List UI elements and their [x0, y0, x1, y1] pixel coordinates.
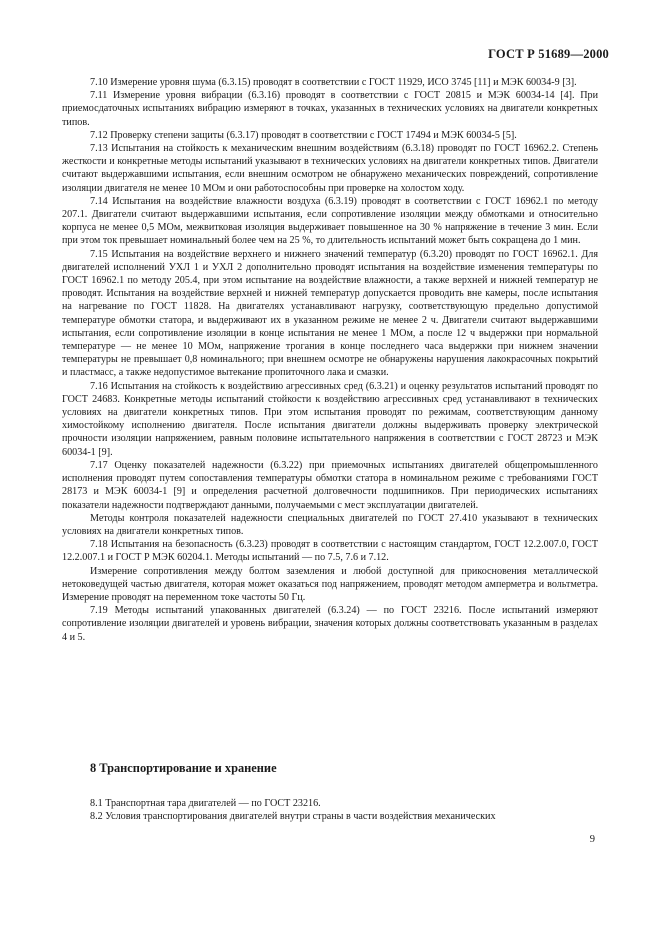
body-text [62, 76, 598, 644]
paragraph-7-11: 7.11 Измерение уровня вибрации (6.3.16) проводят в соответствии с ГОСТ 20815 и МЭК 60034-14 [4]. При приемосдаточных испытаниях вибрацию измеряют в точках, указанных в технических условиях на двигатели конкретных типов. [62, 90, 598, 128]
paragraph-7-19: 7.19 Методы испытаний упакованных двигателей (6.3.24) — по ГОСТ 23216. После испытаний измеряют сопротивление изоляции двигателей и уровень вибрации, значения которых должны соответствовать указанным в разделах 4 и 5. [62, 605, 598, 643]
paragraph-8-2: 8.2 Условия транспортирования двигателей внутри страны в части воздействия механических [90, 811, 496, 823]
paragraph-7-10: 7.10 Измерение уровня шума (6.3.15) проводят в соответствии с ГОСТ 11929, ИСО 3745 [11] и МЭК 60034-9 [3]. [90, 77, 577, 88]
paragraph-7-13: 7.13 Испытания на стойкость к механическим внешним воздействиям (6.3.18) проводят по ГОСТ 16962.2. Степень жесткости и конкретные методы испытаний указывают в технических условиях на двигатели конкретных типов. Двигатели считают выдержавшими испытания, если внешним осмотром не обнаружено механических повреждений, сопротивление изоляции двигателя не менее 10 МОм и они работоспособны при проверке на холостом ходу. [62, 143, 598, 194]
paragraph-7-18-measurement: Измерение сопротивления между болтом заземления и любой доступной для прикосновения металлической нетоковедущей частью двигателя, которая может оказаться под напряжением, проводят методом амперметра и вольтметра. Измерение проводят на переменном токе частоты 50 Гц. [62, 565, 598, 603]
paragraph-7-15: 7.15 Испытания на воздействие верхнего и нижнего значений температур (6.3.20) проводят по ГОСТ 16962.1. Для двигателей исполнений УХЛ 1 и УХЛ 2 дополнительно проводят испытания на воздействие изменения температуры по ГОСТ 16962.1 по методу 205.4, при этом испытание на воздействие влажности, а также верхней и нижней температур не проводят. Испытания на воздействие верхней и нижней температур допускается проводить вне камеры, после испытания на нагревание по ГОСТ 11828. На двигателях устанавливают нагрузку, соответствующую предельно допустимой температуре обмотки статора, и выдерживают их в указанном режиме не менее 2 ч. Двигатели считают выдержавшими испытания, если сопротивление изоляции в конце испытания не менее 1 МОм, а после 12 ч выдержки при нормальной температуре — не менее 10 МОм, напряжение трогания в конце последнего часа выдержки при нижнем значении температуры не превышает 0,8 номинального; при внешнем осмотре не обнаружены нарушения лакокрасочных покрытий и пластмасс, а также недопустимое вытекание пропиточного лака и смазки. [62, 248, 598, 379]
document-header-code: ГОСТ Р 51689—2000 [488, 47, 609, 61]
section-8-title: 8 Транспортирование и хранение [90, 761, 277, 775]
page-number: 9 [589, 834, 595, 845]
paragraph-7-18: 7.18 Испытания на безопасность (6.3.23) проводят в соответствии с настоящим стандартом, ГОСТ 12.2.007.0, ГОСТ 12.2.007.1 и ГОСТ Р МЭК 60204.1. Методы испытаний — по 7.5, 7.6 и 7.12. [62, 539, 598, 564]
paragraph-7-16: 7.16 Испытания на стойкость к воздействию агрессивных сред (6.3.21) и оценку результатов испытаний проводят по ГОСТ 24683. Конкретные методы испытаний стойкости к воздействию агрессивных сред устанавливают в технических условиях на двигатели конкретных типов. При этом испытания проводят по режимам, соответствующим данному химостойкому исполнению двигателя. После испытания двигатели должны выдерживать проверку электрической прочности изоляции напряжением, равным половине испытательного напряжения в соответствии с ГОСТ 28723 и МЭК 60034-1 [9]. [62, 380, 598, 458]
paragraph-8-1: 8.1 Транспортная тара двигателей — по ГОСТ 23216. [90, 798, 321, 809]
section-8-body [62, 797, 598, 823]
paragraph-7-14: 7.14 Испытания на воздействие влажности воздуха (6.3.19) проводят в соответствии с ГОСТ 16962.1 по методу 207.1. Двигатели считают выдержавшими испытания, если сопротивление изоляции между обмотками и относительно корпуса не менее 0,5 МОм, межвитковая изоляция выдерживает повышенное на 30 % напряжение в течение 3 мин. Если при этом ток превышает номинальный более чем на 25 %, то длительность испытаний может быть сокращена до 1 мин. [62, 195, 598, 247]
paragraph-7-17-methods: Методы контроля показателей надежности специальных двигателей по ГОСТ 27.410 указывают в технических условиях на двигатели конкретных типов. [62, 512, 598, 537]
paragraph-7-17: 7.17 Оценку показателей надежности (6.3.22) при приемочных испытаниях двигателей общепромышленного исполнения проводят путем сопоставления температуры обмотки статора в номинальном режиме с требованиями ГОСТ 28173 и МЭК 60034-1 [9] и определения расчетной долговечности подшипников. При периодических испытаниях показатели надежности подтверждают данными, получаемыми с мест эксплуатации двигателей. [62, 459, 598, 511]
paragraph-7-12: 7.12 Проверку степени защиты (6.3.17) проводят в соответствии с ГОСТ 17494 и МЭК 60034-5 [5]. [90, 129, 517, 141]
